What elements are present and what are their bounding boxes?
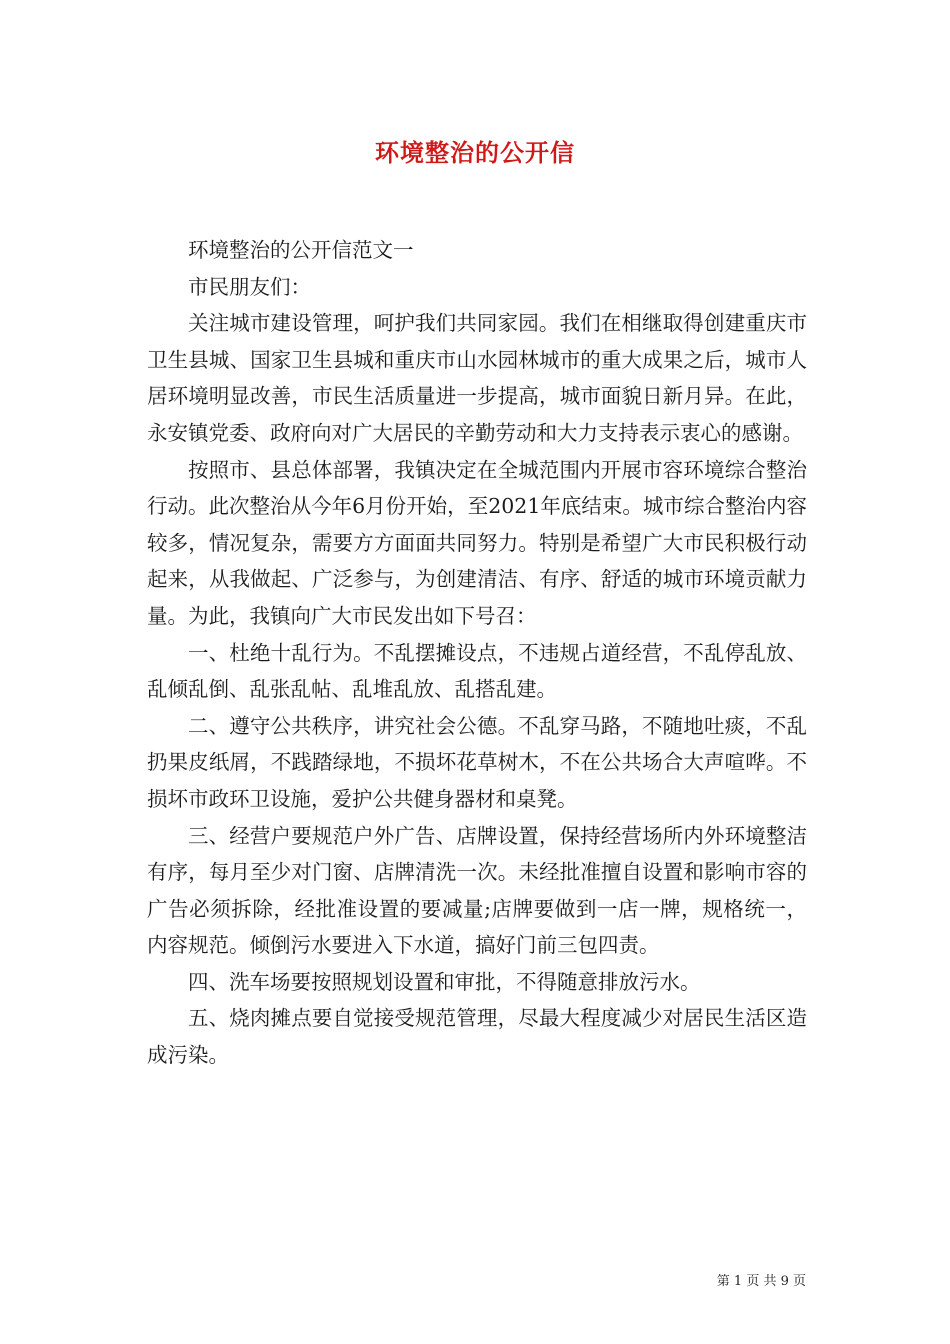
document-title: 环境整治的公开信: [375, 138, 575, 167]
paragraph-item-3: 三、经营户要规范户外广告、店牌设置，保持经营场所内外环境整洁有序，每月至少对门窗、店牌清洗一次。未经批准擅自设置和影响市容的广告必须拆除，经批准设置的要减量;店牌要做到一店一牌，规格统一，内容规范。倾倒污水要进入下水道，搞好门前三包四责。: [147, 823, 807, 958]
paragraph-intro: 关注城市建设管理，呵护我们共同家园。我们在相继取得创建重庆市卫生县城、国家卫生县城和重庆市山水园林城市的重大成果之后，城市人居环境明显改善，市民生活质量进一步提高，城市面貌日新月异。在此，永安镇党委、政府向对广大居民的辛勤劳动和大力支持表示衷心的感谢。: [147, 311, 807, 445]
section-heading: 环境整治的公开信范文一: [188, 238, 414, 262]
page-number: 第 1 页 共 9 页: [716, 1274, 806, 1289]
paragraph-item-2: 二、遵守公共秩序，讲究社会公德。不乱穿马路，不随地吐痰，不乱扔果皮纸屑，不践踏绿地，不损坏花草树木，不在公共场合大声喧哗。不损坏市政环卫设施，爱护公共健身器材和桌凳。: [147, 713, 807, 811]
paragraph-item-5: 五、烧肉摊点要自觉接受规范管理，尽最大程度减少对居民生活区造成污染。: [147, 1006, 807, 1068]
paragraph-item-1: 一、杜绝十乱行为。不乱摆摊设点，不违规占道经营，不乱停乱放、乱倾乱倒、乱张乱帖、乱堆乱放、乱搭乱建。: [147, 640, 807, 702]
document-body: [147, 232, 807, 1074]
salutation: 市民朋友们：: [188, 274, 311, 299]
paragraph-deployment: 按照市、县总体部署，我镇决定在全城范围内开展市容环境综合整治行动。此次整治从今年6月份开始，至2021年底结束。城市综合整治内容较多，情况复杂，需要方方面面共同努力。特别是希望广大市民积极行动起来，从我做起、广泛参与，为创建清洁、有序、舒适的城市环境贡献力量。为此，我镇向广大市民发出如下号召：: [147, 457, 807, 628]
paragraph-item-4: 四、洗车场要按照规划设置和审批，不得随意排放污水。: [188, 969, 701, 994]
